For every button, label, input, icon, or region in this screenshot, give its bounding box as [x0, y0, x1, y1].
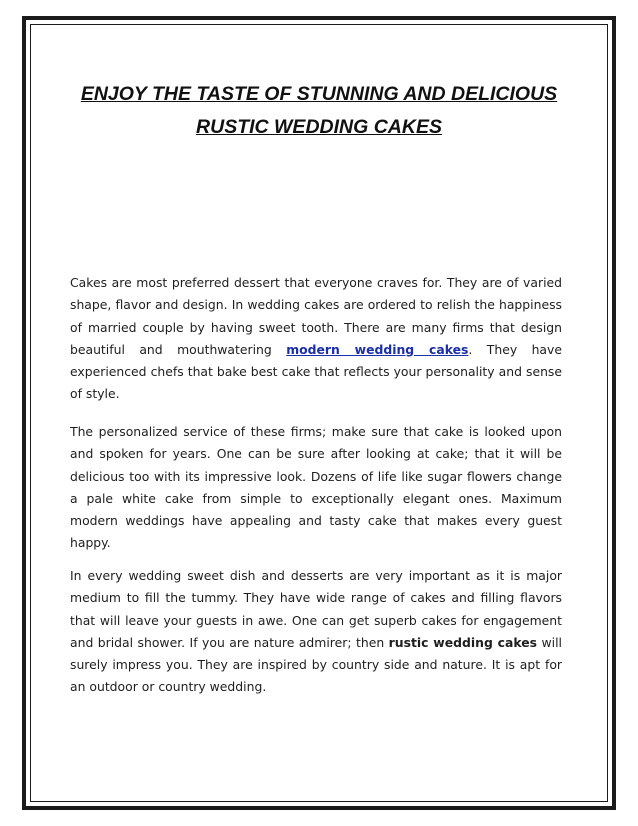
paragraph-3-text-before: In every wedding sweet dish and desserts are very important as it is major medium to fill the tummy. They have wide range of cakes and filling flavors that will leave your guests in awe. One can get superb cakes for engagement and bridal shower. If you are nature admirer; then	[70, 568, 562, 650]
title-line-1: ENJOY THE TASTE OF STUNNING AND DELICIOUS	[80, 83, 558, 105]
document-title	[70, 78, 568, 144]
title-line-2: RUSTIC WEDDING CAKES	[196, 116, 442, 138]
paragraph-2	[70, 421, 562, 555]
paragraph-3-text-after: will surely impress you. They are inspired by country side and nature. It is apt for an outdoor or country wedding.	[70, 634, 562, 695]
rustic-wedding-cakes-bold: rustic wedding cakes	[388, 634, 538, 650]
paragraph-3	[70, 565, 562, 699]
paragraph-1	[70, 272, 562, 406]
paragraph-1-text-before: Cakes are most preferred dessert that everyone craves for. They are of varied shape, flavor and design. In wedding cakes are ordered to relish the happiness of married couple by having sweet tooth. There are many firms that design beautiful and mouthwatering	[70, 275, 562, 357]
paragraph-2-text: The personalized service of these firms; make sure that cake is looked upon and spoken for years. One can be sure after looking at cake; that it will be delicious too with its impressive look. Dozens of life like sugar flowers change a pale white cake from simple to exceptionally elegant ones. Maximum modern weddings have appealing and tasty cake that makes every guest happy.	[70, 424, 562, 551]
paragraph-1-text-after: . They have experienced chefs that bake best cake that reflects your personality and sense of style.	[70, 341, 562, 402]
modern-wedding-cakes-link[interactable]: modern wedding cakes	[286, 341, 469, 357]
